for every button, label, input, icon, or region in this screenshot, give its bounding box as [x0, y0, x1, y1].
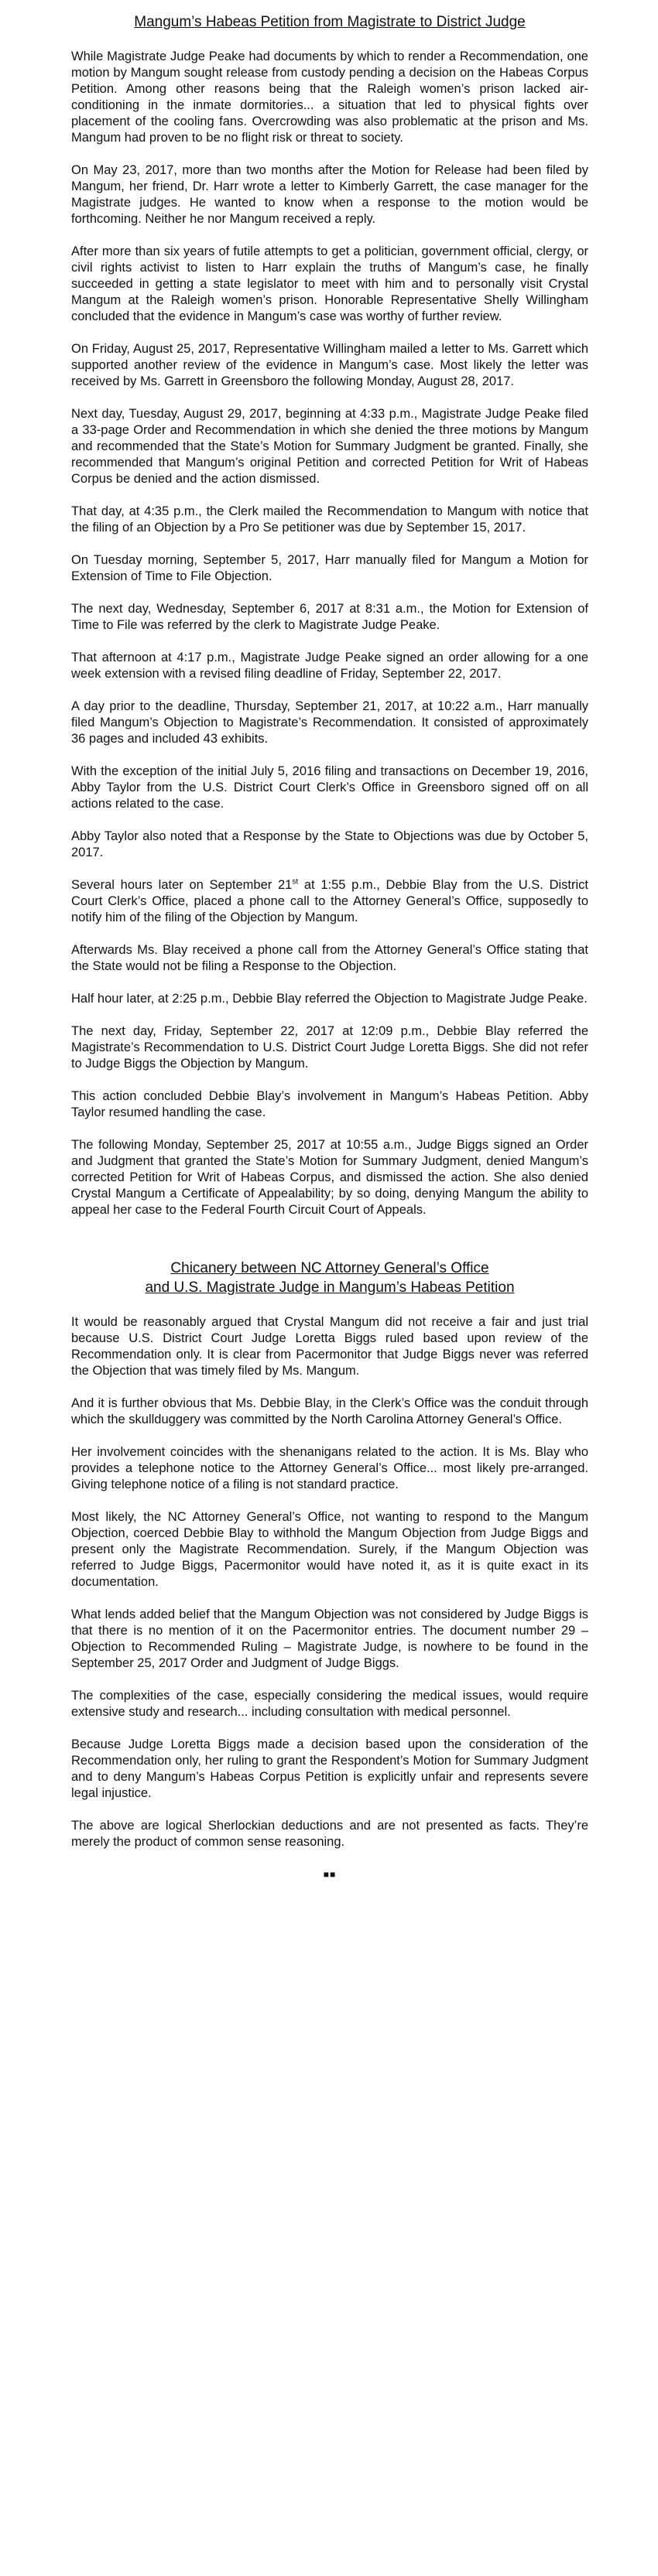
paragraph: This action concluded Debbie Blay’s involvement in Mangum’s Habeas Petition. Abby Taylor resumed handling the case. — [71, 1089, 588, 1119]
paragraph: Her involvement coincides with the shenanigans related to the action. It is Ms. Blay who provides a telephone notice to the Attorney General’s Office... most likely pre-arranged. Giving telephone notice of a filing is not standard practice. — [71, 1445, 588, 1491]
paragraph: That day, at 4:35 p.m., the Clerk mailed the Recommendation to Mangum with notice that the filing of an Objection by a Pro Se petitioner was due by September 15, 2017. — [71, 504, 588, 535]
paragraph: Half hour later, at 2:25 p.m., Debbie Blay referred the Objection to Magistrate Judge Peake. — [71, 992, 588, 1006]
paragraph: Afterwards Ms. Blay received a phone call from the Attorney General’s Office stating that the State would not be filing a Response to the Objection. — [71, 943, 588, 973]
paragraph: Because Judge Loretta Biggs made a decision based upon the consideration of the Recommendation only, her ruling to grant the Respondent’s Motion for Summary Judgment and to deny Mangum’s Habeas Corpus Petition is explicitly unfair and represents severe legal injustice. — [71, 1737, 588, 1800]
paragraph: After more than six years of futile attempts to get a politician, government official, clergy, or civil rights activist to listen to Harr explain the truths of Mangum’s case, he finally succeeded in getting a state legislator to meet with him and to personally visit Crystal Mangum at the Raleigh women’s prison. Honorable Representative Shelly Willingham concluded that the evidence in Mangum’s case was worthy of further review. — [71, 244, 588, 323]
paragraph: A day prior to the deadline, Thursday, September 21, 2017, at 10:22 a.m., Harr manually filed Mangum’s Objection to Magistrate’s Recommendation. It consisted of approximately 36 pages and included 43 exhibits. — [71, 699, 588, 746]
paragraph: The next day, Wednesday, September 6, 2017 at 8:31 a.m., the Motion for Extension of Time to File was referred by the clerk to Magistrate Judge Peake. — [71, 602, 588, 632]
paragraph: On May 23, 2017, more than two months after the Motion for Release had been filed by Mangum, her friend, Dr. Harr wrote a letter to Kimberly Garrett, the case manager for the Magistrate judges. He wanted to know when a response to the motion would be forthcoming. Neither he nor Mangum received a reply. — [71, 163, 588, 226]
superscript: st — [292, 877, 299, 887]
paragraph: Next day, Tuesday, August 29, 2017, beginning at 4:33 p.m., Magistrate Judge Peake filed a 33-page Order and Recommendation in which she denied the three motions by Mangum and recommended that the State’s Motion for Summary Judgment be granted. Finally, she recommended that Mangum’s original Petition and corrected Petition for Writ of Habeas Corpus be denied and the action dismissed. — [71, 407, 588, 486]
paragraph: On Tuesday morning, September 5, 2017, Harr manually filed for Mangum a Motion for Extension of Time to File Objection. — [71, 553, 588, 583]
text-run: at 1:55 p.m., Debbie Blay from the U.S. District Court Clerk’s Office, placed a phone call to the Attorney General’s Office, supposedly to notify him of the filing of the Objection by Mangum. — [71, 878, 588, 924]
paragraph: With the exception of the initial July 5, 2016 filing and transactions on December 19, 2016, Abby Taylor from the U.S. District Court Clerk’s Office in Greensboro signed off on all actions related to the case. — [71, 764, 588, 811]
section-title — [71, 1259, 588, 1297]
paragraph: And it is further obvious that Ms. Debbie Blay, in the Clerk’s Office was the conduit through which the skullduggery was committed by the North Carolina Attorney General’s Office. — [71, 1396, 588, 1426]
paragraph: While Magistrate Judge Peake had documents by which to render a Recommendation, one motion by Mangum sought release from custody pending a decision on the Habeas Corpus Petition. Among other reasons being that the Raleigh women’s prison lacked air-conditioning in the inmate dormitories... a situation that led to physical fights over placement of the cooling fans. Overcrowding was also problematic at the prison and Ms. Mangum had proven to be no flight risk or threat to society. — [71, 50, 588, 145]
paragraph: What lends added belief that the Mangum Objection was not considered by Judge Biggs is that there is no mention of it on the Pacermonitor entries. The document number 29 – Objection to Recommended Ruling – Magistrate Judge, is nowhere to be found in the September 25, 2017 Order and Judgment of Judge Biggs. — [71, 1607, 588, 1670]
section-title: Mangum’s Habeas Petition from Magistrate to District Judge — [134, 14, 526, 30]
paragraph: The next day, Friday, September 22, 2017 at 12:09 p.m., Debbie Blay referred the Magistrate’s Recommendation to U.S. District Court Judge Loretta Biggs. She did not refer to Judge Biggs the Objection by Mangum. — [71, 1024, 588, 1071]
paragraph: The above are logical Sherlockian deductions and are not presented as facts. They’re merely the product of common sense reasoning. — [71, 1819, 588, 1849]
title-line: Chicanery between NC Attorney General’s Office — [170, 1260, 489, 1276]
title-line: and U.S. Magistrate Judge in Mangum’s Habeas Petition — [145, 1279, 515, 1296]
paragraph: That afternoon at 4:17 p.m., Magistrate Judge Peake signed an order allowing for a one week extension with a revised filing deadline of Friday, September 22, 2017. — [71, 651, 588, 681]
paragraph: Abby Taylor also noted that a Response by the State to Objections was due by October 5, 2017. — [71, 829, 588, 859]
text-run: Several hours later on September 21 — [71, 878, 293, 892]
paragraph — [71, 877, 588, 926]
paragraph: On Friday, August 25, 2017, Representative Willingham mailed a letter to Ms. Garrett which supported another review of the evidence in Mangum’s case. Most likely the letter was received by Ms. Garrett in Greensboro the following Monday, August 28, 2017. — [71, 342, 588, 388]
paragraph: The complexities of the case, especially considering the medical issues, would require extensive study and research... including consultation with medical personnel. — [71, 1689, 588, 1719]
paragraph: It would be reasonably argued that Crystal Mangum did not receive a fair and just trial because U.S. District Court Judge Loretta Biggs ruled based upon review of the Recommendation only. It is clear from Pacermonitor that Judge Biggs never was referred the Objection that was timely filed by Ms. Mangum. — [71, 1315, 588, 1378]
paragraph: The following Monday, September 25, 2017 at 10:55 a.m., Judge Biggs signed an Order and Judgment that granted the State’s Motion for Summary Judgment, denied Mangum’s corrected Petition for Writ of Habeas Corpus, and dismissed the action. She also denied Crystal Mangum a Certificate of Appealability; by so doing, denying Mangum the ability to appeal her case to the Federal Fourth Circuit Court of Appeals. — [71, 1138, 588, 1217]
end-of-document-mark: ■■ — [323, 1869, 337, 1880]
paragraph: Most likely, the NC Attorney General’s Office, not wanting to respond to the Mangum Objection, coerced Debbie Blay to withhold the Mangum Objection from Judge Biggs and present only the Magistrate Recommendation. Surely, if the Mangum Objection was referred to Judge Biggs, Pacermonitor would have noted it, as it is quite exact in its documentation. — [71, 1510, 588, 1589]
